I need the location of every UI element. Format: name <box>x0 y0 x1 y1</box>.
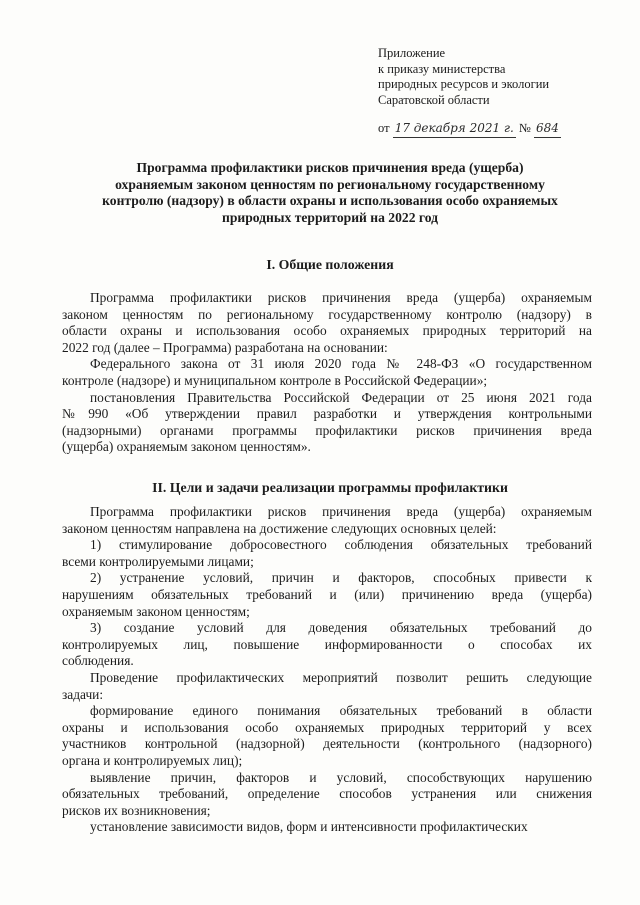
appendix-block <box>378 46 561 138</box>
text-line: органа и контролируемых лиц); <box>62 752 243 768</box>
text-line: контроле (надзоре) и муниципальном контроле в Российской Федерации»; <box>62 372 488 388</box>
appendix-line: Приложение <box>378 46 446 60</box>
text-line: законом ценностям направлена на достижение следующих основных целей: <box>62 520 497 536</box>
text-line: (надзорными) органами программы профилактики рисков причинения вреда <box>62 422 592 438</box>
text-line: законом ценностям по региональному государственному контролю (надзору) в <box>62 306 592 322</box>
section-1-body <box>62 290 592 456</box>
paragraph <box>62 537 592 570</box>
text-line: Программа профилактики рисков причинения вреда (ущерба) охраняемым <box>90 290 592 305</box>
text-line: формирование единого понимания обязательных требований в области <box>90 703 592 719</box>
text-line: 2) устранение условий, причин и факторов, способных привести к <box>90 570 592 586</box>
text-line: участников контрольной (надзорной) деятельности (контрольного (надзорного) <box>62 736 592 752</box>
text-line: охраны и использования особо охраняемых природных территорий у всех <box>62 719 592 735</box>
paragraph <box>62 770 592 820</box>
text-line: 2022 год (далее – Программа) разработана на основании: <box>62 339 388 355</box>
paragraph <box>62 570 592 620</box>
appendix-line: природных ресурсов и экологии <box>378 77 550 91</box>
text-line: постановления Правительства Российской Федерации от 25 июня 2021 года <box>90 389 592 405</box>
document-title <box>70 160 590 226</box>
order-line <box>378 121 561 138</box>
text-line: обязательных требований, определение способов устранения или снижения <box>62 786 592 802</box>
text-line: рисков их возникновения; <box>62 802 211 818</box>
order-date-handwritten: 17 декабря 2021 г. <box>393 121 516 138</box>
text-line: Программа профилактики рисков причинения вреда (ущерба) охраняемым <box>90 504 592 519</box>
text-line: №990 «Об утверждении правил разработки и утверждения контрольными <box>62 406 592 422</box>
text-line: соблюдения. <box>62 653 134 669</box>
section-heading: II. Цели и задачи реализации программы профилактики <box>152 480 508 495</box>
paragraph <box>62 290 592 356</box>
text-line: установление зависимости видов, форм и интенсивности профилактических <box>90 819 528 835</box>
title-line: природных территорий на 2022 год <box>221 209 439 225</box>
paragraph <box>62 390 592 456</box>
title-line: охраняемым законом ценностям по региональному государственному <box>115 176 545 192</box>
order-prefix: от <box>378 121 390 135</box>
order-number-sign: № <box>518 121 531 135</box>
text-line: контролируемых лиц, повышение информированности о способах их <box>62 636 592 652</box>
text-line: Проведение профилактических мероприятий позволит решить следующие <box>90 669 592 685</box>
appendix-line: Саратовской области <box>378 92 490 107</box>
title-line: Программа профилактики рисков причинения вреда (ущерба) <box>136 160 524 175</box>
section-heading: I. Общие положения <box>266 257 394 272</box>
text-line: охраняемым законом ценностям; <box>62 603 250 619</box>
text-line: 3) создание условий для доведения обязательных требований до <box>90 620 592 636</box>
paragraph <box>62 670 592 703</box>
text-line: (ущерба) охраняемым законом ценностям». <box>62 439 311 455</box>
paragraph <box>62 620 592 670</box>
text-line: области охраны и использования особо охраняемых природных территорий на <box>62 323 592 339</box>
text-line: задачи: <box>62 686 104 702</box>
text-line: выявление причин, факторов и условий, способствующих нарушению <box>90 769 592 785</box>
text-line: всеми контролируемыми лицами; <box>62 553 254 569</box>
title-line: контролю (надзору) в области охраны и использования особо охраняемых <box>102 193 558 208</box>
paragraph <box>62 819 592 836</box>
paragraph <box>62 356 592 389</box>
text-line: Федерального закона от 31 июля 2020 года № 248-ФЗ «О государственном <box>90 356 592 372</box>
paragraph <box>62 504 592 537</box>
text-line: 1) стимулирование добросовестного соблюдения обязательных требований <box>90 537 592 553</box>
appendix-line: к приказу министерства <box>378 61 506 76</box>
section-2-body <box>62 504 592 836</box>
paragraph <box>62 703 592 769</box>
text-line: нарушениям обязательных требований и (или) причинению вреда (ущерба) <box>62 586 592 602</box>
order-number-handwritten: 684 <box>534 121 561 138</box>
